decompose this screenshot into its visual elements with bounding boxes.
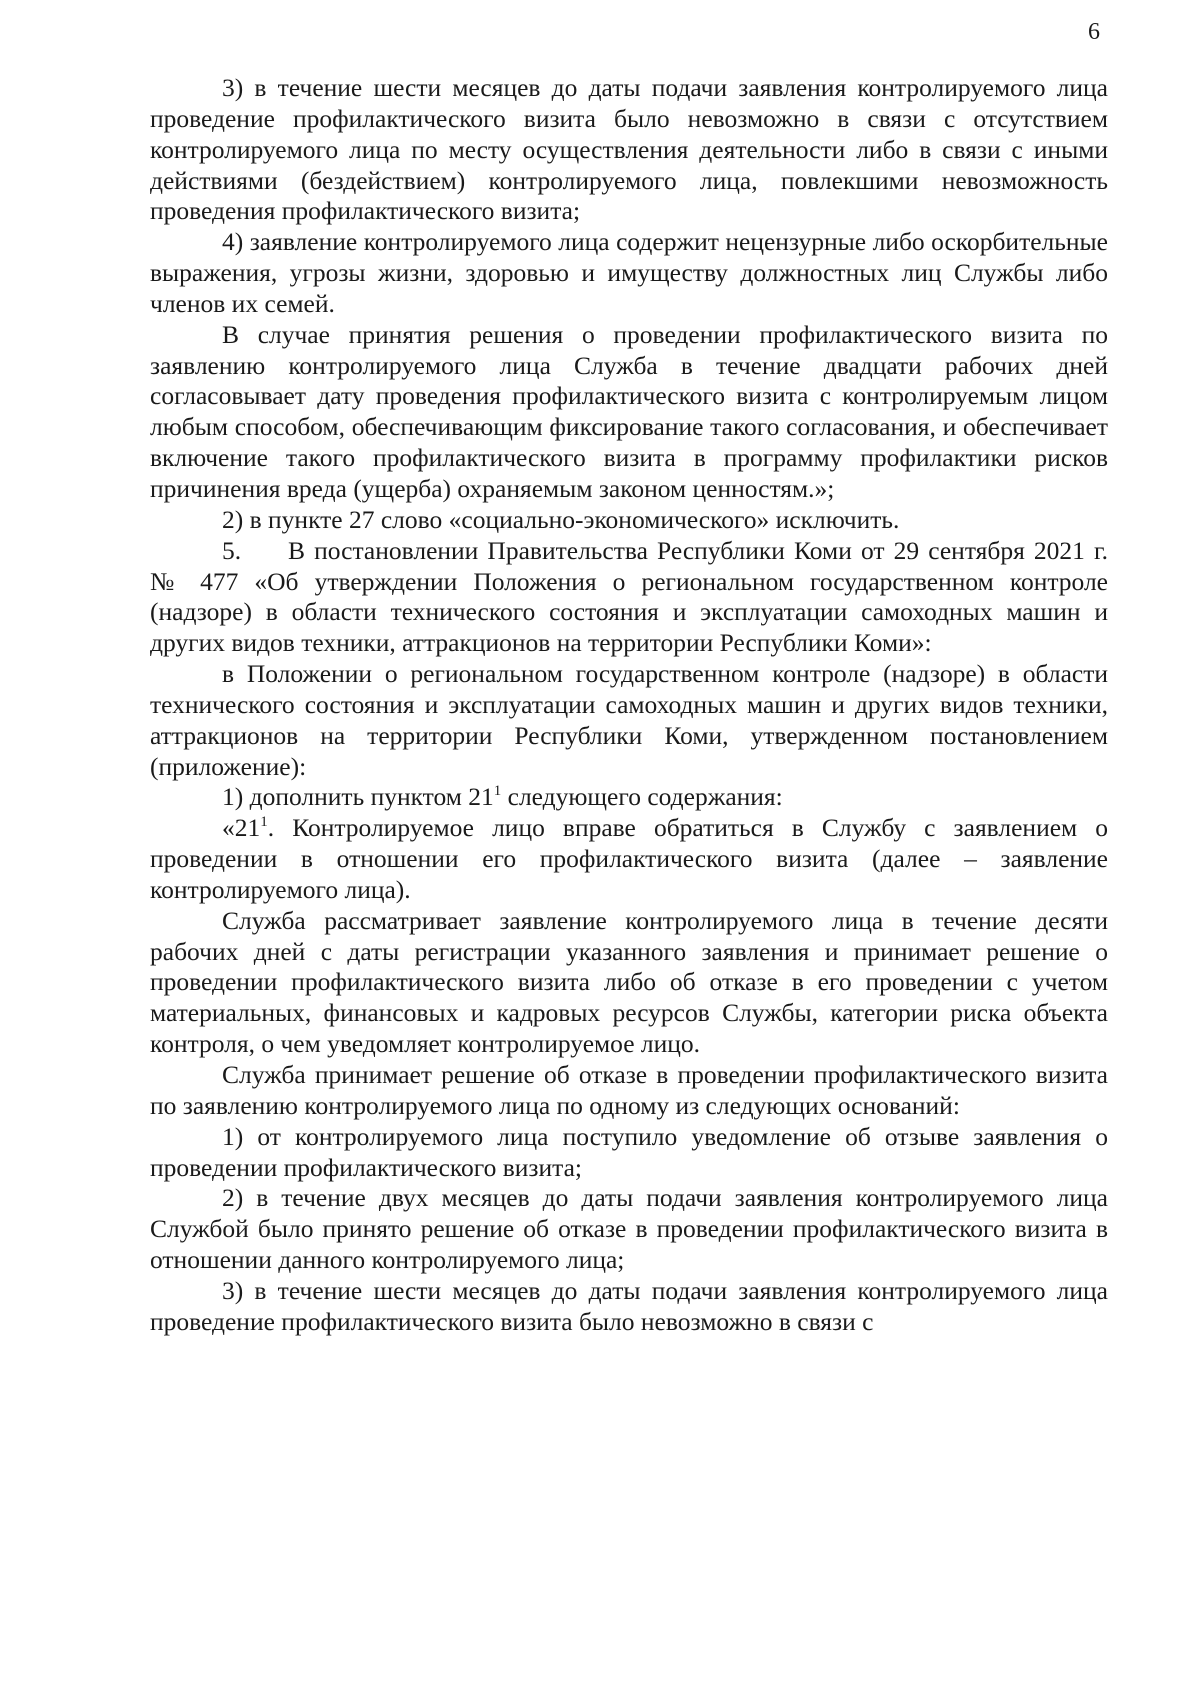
paragraph [150,782,1108,813]
paragraph: 4) заявление контролируемого лица содержит нецензурные либо оскорбительные выражения, угрозы жизни, здоровью и имуществу должностных лиц Службы либо членов их семей. [150,227,1108,318]
text-run: «21 [222,813,261,843]
paragraph [150,813,1108,906]
paragraph: 1) от контролируемого лица поступило уведомление об отзыве заявления о проведении профилактического визита; [150,1121,1108,1182]
text-run: 1) дополнить пунктом 21 [222,782,494,812]
paragraph: 2) в пункте 27 слово «социально-экономического» исключить. [222,504,900,534]
paragraph: 3) в течение шести месяцев до даты подачи заявления контролируемого лица проведение профилактического визита было невозможно в связи с отсутствием контролируемого лица по месту осуществления деятельности либо в связи с иными действиями (бездействием) контролируемого лица, повлекшими невозможность проведения профилактического визита; [150,73,1108,226]
paragraph: 2) в течение двух месяцев до даты подачи заявления контролируемого лица Службой было принято решение об отказе в проведении профилактического визита в отношении данного контролируемого лица; [150,1183,1108,1275]
paragraph: В случае принятия решения о проведении профилактического визита по заявлению контролируемого лица Служба в течение двадцати рабочих дней согласовывает дату проведения профилактического визита с контролируемым лицом любым способом, обеспечивающим фиксирование такого согласования, и обеспечивает включение такого профилактического визита в программу профилактики рисков причинения вреда (ущерба) охраняемым законом ценностям.»; [150,319,1108,503]
superscript: 1 [260,814,268,831]
paragraph: 3) в течение шести месяцев до даты подачи заявления контролируемого лица проведение профилактического визита было невозможно в связи с [150,1275,1108,1336]
document-body [150,73,1108,1338]
page-number: 6 [1088,19,1100,45]
paragraph: в Положении о региональном государственном контроле (надзоре) в области технического состояния и эксплуатации самоходных машин и других видов техники, аттракционов на территории Республики Коми, утвержденном постановлением (приложение): [150,659,1108,781]
superscript: 1 [493,783,502,800]
clause-text: В постановлении Правительства Республики Коми от 29 сентября 2021 г. № 477 «Об утверждении Положения о региональном государственном контроле (надзоре) в области технического состояния и эксплуатации самоходных машин и других видов техники, аттракционов на территории Республики Коми»: [150,535,1108,658]
text-run: следующего содержания: [501,782,783,812]
clause-5 [150,536,1108,659]
text-run: . Контролируемое лицо вправе обратиться в Службу с заявлением о проведении в отношении его профилактического визита (далее – заявление контролируемого лица). [150,813,1108,904]
clause-number: 5. [222,535,242,565]
paragraph: Служба принимает решение об отказе в проведении профилактического визита по заявлению контролируемого лица по одному из следующих оснований: [150,1060,1108,1120]
paragraph: Служба рассматривает заявление контролируемого лица в течение десяти рабочих дней с даты регистрации указанного заявления и принимает решение о проведении профилактического визита либо об отказе в его проведении с учетом материальных, финансовых и кадровых ресурсов Службы, категории риска объекта контроля, о чем уведомляет контролируемое лицо. [150,905,1108,1059]
